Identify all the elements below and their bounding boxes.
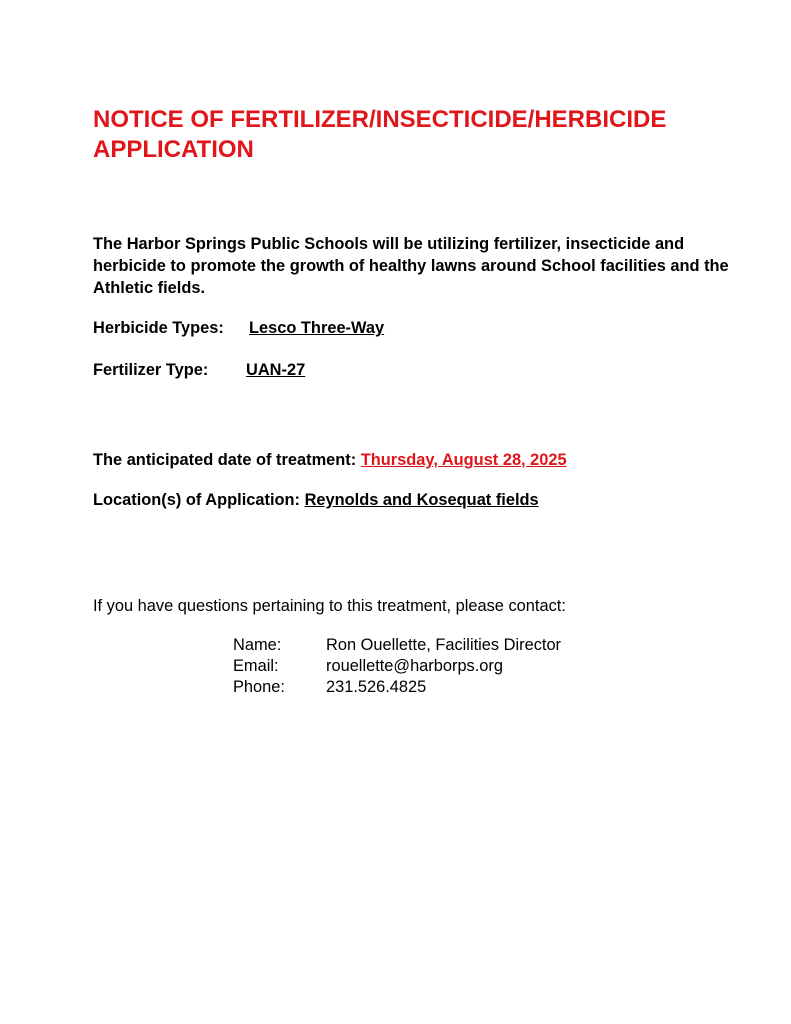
questions-text: If you have questions pertaining to this treatment, please contact: xyxy=(93,597,566,615)
treatment-date-label: The anticipated date of treatment: xyxy=(93,451,357,469)
contact-phone-label: Phone: xyxy=(233,678,285,696)
notice-title: NOTICE OF FERTILIZER/INSECTICIDE/HERBICIDE APPLICATION xyxy=(93,106,667,163)
application-location-label: Location(s) of Application: xyxy=(93,491,300,509)
herbicide-types-label: Herbicide Types: xyxy=(93,319,224,337)
treatment-date-row xyxy=(93,449,567,471)
application-location-row xyxy=(93,489,539,511)
contact-email-value: rouellette@harborps.org xyxy=(326,657,503,675)
contact-phone-value: 231.526.4825 xyxy=(326,678,427,696)
contact-name-label: Name: xyxy=(233,636,282,654)
application-location-value: Reynolds and Kosequat fields xyxy=(304,491,539,509)
contact-email-label: Email: xyxy=(233,657,279,675)
fertilizer-type-row xyxy=(93,359,306,381)
herbicide-types-row xyxy=(93,317,385,339)
fertilizer-type-value: UAN-27 xyxy=(246,361,306,379)
intro-paragraph: The Harbor Springs Public Schools will be utilizing fertilizer, insecticide and herbicide to promote the growth of healthy lawns around School facilities and the Athletic fields. xyxy=(93,235,729,297)
herbicide-types-value: Lesco Three-Way xyxy=(249,319,385,337)
treatment-date-value: Thursday, August 28, 2025 xyxy=(360,451,567,469)
fertilizer-type-label: Fertilizer Type: xyxy=(93,361,209,379)
contact-name-value: Ron Ouellette, Facilities Director xyxy=(326,636,562,654)
